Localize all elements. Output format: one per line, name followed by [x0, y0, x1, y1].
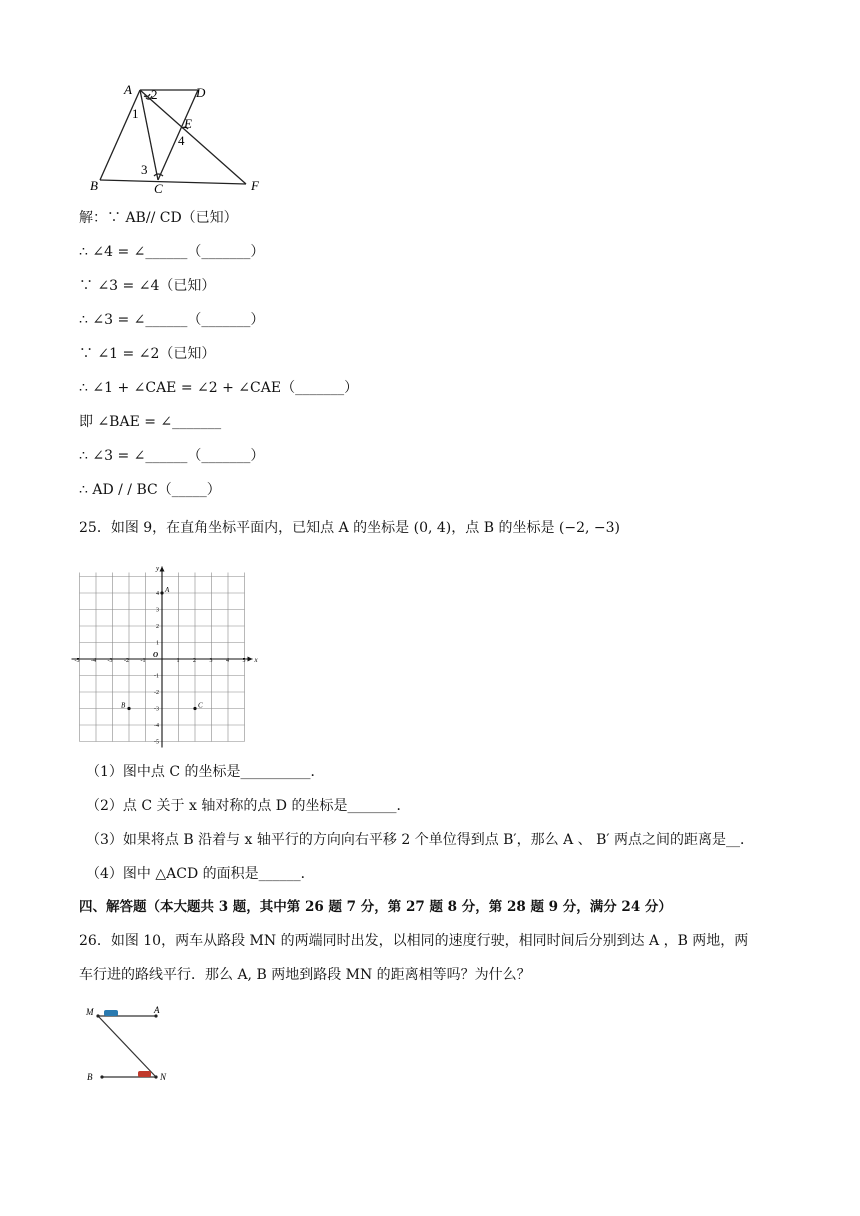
q26-line-2: 车行进的路线平行．那么 A, B 两地到路段 MN 的距离相等吗？为什么？ [79, 967, 531, 983]
x-tick-label: 2 [193, 658, 196, 664]
y-tick-label: -3 [154, 706, 159, 713]
x-tick-label: -2 [124, 658, 129, 664]
origin-label: O [153, 651, 159, 659]
label-4: 4 [178, 133, 185, 148]
q25-part-2: （2）点 C 关于 x 轴对称的点 D 的坐标是_______． [86, 798, 411, 814]
point-label-C: C [198, 701, 203, 710]
label-D: D [196, 85, 206, 100]
section-4-heading: 四、解答题（本大题共 3 题，其中第 26 题 7 分，第 27 题 8 分，第 28 题 9 分，满分 24 分） [79, 899, 672, 915]
q26-line-1: 26．如图 10，两车从路段 MN 的两端同时出发，以相同的速度行驶，相同时间后分别到达 A ，B 两地，两 [79, 933, 749, 949]
point-label-B: B [121, 701, 126, 710]
proof-line-8: ∴ ∠3 = ∠______（_______） [79, 448, 265, 464]
y-tick-label: -4 [154, 723, 159, 729]
point-B [127, 707, 130, 710]
y-tick-label: 1 [156, 640, 159, 647]
x-tick-label: -3 [107, 658, 113, 664]
label-1: 1 [132, 106, 139, 121]
x-tick-label: -1 [140, 658, 146, 664]
y-tick-label: 2 [156, 624, 159, 630]
label-M: M [86, 1007, 94, 1017]
q25-part-4: （4）图中 △ACD 的面积是______． [86, 866, 315, 882]
x-tick-label: 3 [209, 658, 213, 664]
x-axis-label: x [254, 656, 258, 664]
label-C: C [154, 181, 163, 196]
x-tick-label: 4 [226, 658, 229, 664]
point-C [193, 707, 196, 710]
label-A-road: A [154, 1005, 160, 1015]
q25-part-3: （3）如果将点 B 沿着与 x 轴平行的方向向右平移 2 个单位得到点 B′，那么 A 、 B′ 两点之间的距离是__． [86, 832, 754, 848]
label-A: A [124, 82, 132, 97]
figure-roads [80, 1000, 180, 1090]
x-axis-arrow [248, 657, 253, 662]
proof-line-7: 即 ∠BAE = ∠_______ [79, 414, 222, 430]
proof-line-1: 解：∵ AB// CD（已知） [79, 210, 238, 226]
label-3: 3 [141, 162, 148, 177]
q25-part-1: （1）图中点 C 的坐标是__________． [86, 764, 325, 780]
y-tick-label: -2 [154, 690, 159, 696]
y-tick-label: 4 [156, 591, 159, 597]
point-A [160, 591, 163, 594]
proof-line-2: ∴ ∠4 = ∠______（_______） [79, 244, 265, 260]
y-tick-label: -5 [154, 739, 159, 746]
car-bottom-icon [138, 1071, 151, 1077]
proof-line-4: ∴ ∠3 = ∠______（_______） [79, 312, 265, 328]
y-tick-label: 3 [156, 607, 159, 614]
point-label-A: A [165, 586, 170, 594]
x-tick-label: -4 [91, 658, 96, 664]
proof-line-9: ∴ AD / / BC（_____） [79, 482, 221, 498]
x-tick-label: -5 [74, 658, 80, 664]
y-tick-label: -1 [154, 673, 159, 680]
label-F: F [251, 178, 259, 193]
x-tick-label: 5 [242, 658, 246, 664]
y-axis-label: y [156, 564, 160, 573]
label-B: B [90, 178, 98, 193]
x-tick-label: 1 [176, 658, 180, 664]
coordinate-grid [76, 562, 266, 752]
q25-stem: 25．如图 9，在直角坐标平面内，已知点 A 的坐标是 (0, 4)，点 B 的坐标是 (−2, −3) [79, 520, 621, 536]
proof-line-5: ∵ ∠1 = ∠2（已知） [79, 346, 216, 362]
proof-line-6: ∴ ∠1 + ∠CAE = ∠2 + ∠CAE（_______） [79, 380, 359, 396]
proof-line-3: ∵ ∠3 = ∠4（已知） [79, 278, 216, 294]
y-axis-arrow [160, 567, 165, 572]
figure-parallelogram [88, 82, 273, 197]
car-top-icon [104, 1010, 118, 1016]
label-N: N [160, 1072, 167, 1082]
label-B-road: B [87, 1072, 93, 1082]
label-E: E [184, 116, 192, 131]
label-2: 2 [151, 87, 158, 102]
